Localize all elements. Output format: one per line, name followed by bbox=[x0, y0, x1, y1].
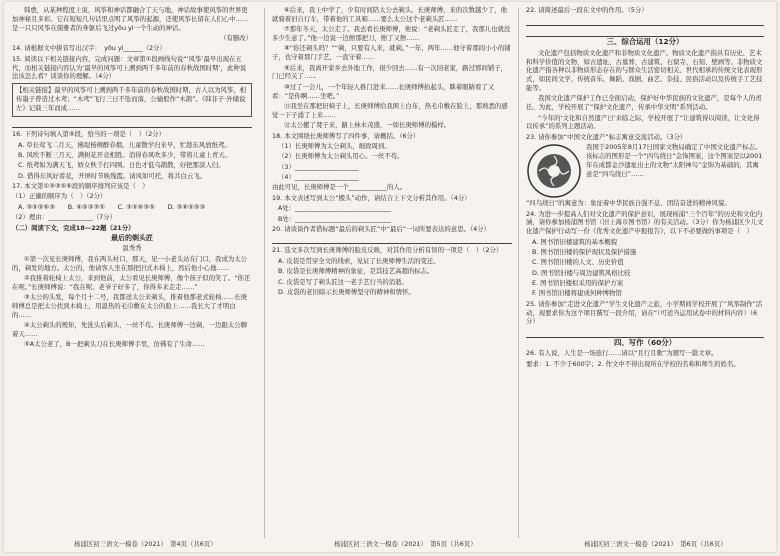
story-paragraph: ④太公剃头的规矩，先洗头后剃头，一丝不苟。长庚师傅一边剃，一边跟太公聊着天…… bbox=[12, 321, 248, 338]
option: B. 皮袋是长庚师傅精神的象征，是其技艺高超的标志。 bbox=[278, 267, 434, 276]
answer-line[interactable] bbox=[526, 328, 764, 338]
question-26: 26. 有人说，人生是一场旅行……请以“且行且歌”为题写一篇文章。 bbox=[526, 349, 718, 358]
question-17: 17. 本文第①③③⑤⑥段的顺序排列应该是（ ） bbox=[12, 182, 149, 191]
story-paragraph: ⑨后来，我离开家乡去外地工作，很少回去……有一次回老家，路过那间铺子，门已经关了…… bbox=[272, 63, 508, 81]
heritage-logo-icon bbox=[526, 143, 582, 199]
option: C. 皮袋是写了剃头匠这一老手艺行当的消逝。 bbox=[278, 277, 408, 286]
question-23: 23. 请你参加“中国文化遗产”标志寓意交流活动。（3分） bbox=[526, 132, 687, 141]
section-heading: 四、写作（60分） bbox=[613, 337, 677, 347]
story-paragraph: ③太公的头发，每个月十二号，我都送太公来剃头，推着他那老式轮椅……长庚师傅总是把太公扶到木椅上，用温热的毛巾敷在太公的脸上……我长大了才明白的…… bbox=[12, 293, 248, 319]
story-paragraph: ⑥后来，我上中学了，少有时间陪太公去剃头。长庚师傅，来的次数越少了，他就骑着旧自行车，带着他的工具箱……要么太公这个老剃头匠…… bbox=[272, 6, 508, 23]
story-paragraph: ⑦那年冬天，太公走了。我去看长庚师傅，他说：“老剃头匠走了，我那儿也就没多少生意了。”他一边说一边擦那把刀，擦了又擦…… bbox=[272, 25, 511, 42]
related-link-box bbox=[12, 83, 252, 117]
source-note: （有删改） bbox=[220, 33, 252, 42]
answer-line[interactable] bbox=[526, 27, 764, 37]
section-heading: （二）阅读下文，完成18—22题（21分） bbox=[12, 223, 135, 232]
question-25: 25. 请你参加“走进文化遗产”学生文化遗产之旅，小学期间学校开展了“风筝制作”活动，现要求你为这个项目撰写一段介绍，请在“（可适当运用试卷中的材料内容）（6分） bbox=[526, 299, 763, 326]
option: F. 图书馆旧楼将建成何种博物馆 bbox=[532, 289, 622, 298]
question-18-tail: 由此可见，长庚师傅是一个____________的人。 bbox=[272, 183, 407, 192]
question-18-item: （2）长庚师傅为太公剃头用心。一丝不苟。 bbox=[278, 152, 404, 161]
question-18-item[interactable]: （4）____________________ bbox=[278, 173, 359, 182]
page-6-column bbox=[526, 6, 764, 370]
option: C. 图书馆旧楼的人文、历史价值 bbox=[532, 258, 624, 267]
question-20: 20. 请谈谈作者借标题“最后的剃头匠”中“最后”一词所要表达的意思。（4分） bbox=[272, 225, 491, 234]
answer-b[interactable]: B处：______________________________ bbox=[278, 214, 392, 223]
answer-line[interactable] bbox=[12, 119, 252, 128]
material-paragraph: 我国文化遗产保护工作已全面启动，保护好中华民族的文化遗产，是每个人的责任。为此，学校开展了“保护文化遗产，传承中华文明”系列活动。 bbox=[526, 94, 762, 112]
option: E. 图书馆旧楼拟采用的保护方案 bbox=[532, 279, 624, 288]
story-paragraph: ⑩过了一会儿，一个年轻人推门进来……长庚师傅抬起头，眯着眼睛看了又看：“是你啊……坐吧。” bbox=[272, 82, 495, 100]
option: A. 草长莺飞二月天，拂堤杨柳醉春烟。儿童散学归来早，忙趁东风放纸鸢。 bbox=[18, 140, 231, 149]
question-16: 16. 下列诗句填入第⑤段，恰当的一项是（ ）（2分） bbox=[12, 130, 165, 139]
story-paragraph: ⑫太公搬了凳子来，路上林木茂盛，一如长庚师傅的模样。 bbox=[284, 121, 451, 130]
story-paragraph: ⑪我坐在那把旧椅子上，长庚师傅给我围上白布，热毛巾敷在脸上，那熟悉的感觉一下子涌了上来…… bbox=[272, 101, 508, 119]
question-21: 21. 选文多次写到长庚师傅的脸皮反映，对其作用分析有误的一项是（ ）（2分） bbox=[272, 246, 503, 255]
page-footer: 杨浦区初三语文一模卷（2021） 第6页（共6页） bbox=[584, 540, 727, 548]
option: D. 借得东风好看花，开屏时节映残霞。请风如可托，将共白云飞。 bbox=[18, 171, 206, 180]
story-paragraph: ⑧“你还剃头吗？”“剃，只要有人来，就剃。”一年、两年……他守着那间小小的铺子，也守着那门手艺，一直守着…… bbox=[272, 44, 511, 62]
option: A. ③⑤⑤⑥③ B. ⑥⑤③③⑤ C. ③⑤⑥③⑤ D. ③⑥⑤⑤③ bbox=[18, 202, 206, 211]
answer-a[interactable]: A处：______________________________ bbox=[278, 204, 392, 213]
question-17-part2: （2）理由：______________（7分） bbox=[12, 213, 116, 222]
question-26-requirements: 要求：1. 不少于600字；2. 作文中不得出现所在学校的名称和师生的姓名。 bbox=[526, 359, 740, 368]
question-17-part1: （1）正确的顺序为（ ）（2分） bbox=[12, 192, 107, 201]
question-15: 15. 阅读以下相关链接内容，完成问题：文章第①段画线句说“‘风筝’最早出现在五代，而相关链接内容认为‘最早的风筝可上溯到两千多年前的春秋战国时期’，此种说法该怎么看？谈谈你的理解。（4分） bbox=[12, 54, 247, 81]
question-18-item[interactable]: （3）____________________ bbox=[278, 162, 359, 171]
question-23-tail: “四鸟绕日”的寓意为：象征着中华民族自强不息、团结奋进的精神风貌。 bbox=[526, 199, 731, 208]
logo-row bbox=[526, 143, 764, 199]
column-divider bbox=[518, 8, 519, 538]
option: D. 皮袋的老旧暗示长庚师傅坚守的精神和情怀。 bbox=[278, 287, 415, 296]
story-paragraph: ①第一次见长庚师傅，我在两头村口，那天，见一小老头站在门口，我成为太公的，剃发的地方。太公的，他请客人坐在那把旧式木椅上，然后他小心地…… bbox=[12, 254, 248, 272]
reading-paragraph: 韩愈，从某种程度上说，风筝和神话都融合了天与地，神话故事使风筝的世界更加神秘且多彩。它在短短几句话里点明了风筝的起源，还使风筝长留在人们心中……是一只只风筝在儒雅者的身躯后飞过yōu yì一个生动的神话。 bbox=[12, 6, 249, 32]
question-19: 19. 本文表述写到太公“搬头”动作，请结合上下文分析其作用。（4分） bbox=[272, 193, 471, 202]
exam-sheet bbox=[4, 2, 776, 552]
story-author: 温秀秀 bbox=[122, 244, 142, 253]
column-divider bbox=[264, 8, 265, 538]
section-heading: 三、综合运用（12分） bbox=[606, 37, 684, 47]
question-18: 18. 本文围绕长庚师傅写了四件事，请概括。（6分） bbox=[272, 131, 420, 140]
material-paragraph: 文化遗产包括物质文化遗产和非物质文化遗产。物质文化遗产指具有历史、艺术和科学价值的文物，如古遗址、古墓葬、古建筑、石窟寺、石刻、壁画等。非物质文化遗产指各种以非物质形态存在的与群众生活密切相关、世代相承的传统文化表现形式，如民间文学、传统音乐、舞蹈、戏剧、曲艺、杂技、民俗活动以及传统手工艺技能等。 bbox=[526, 48, 763, 92]
answer-line[interactable] bbox=[526, 16, 764, 26]
page-5-column bbox=[272, 6, 512, 298]
story-title: 最后的剃头匠 bbox=[111, 234, 153, 243]
question-24: 24. 为进一步提高人们对文化遗产的保护意识，展现杨浦“三个百年”的历史和文化内涵，请你参加杨浦图书馆（旧上海市图书馆）的有关活动。（3分）你为杨浦区少儿文化遗产保护行动写一份《优秀文化遗产申报报告》，以下不必要做的事项是（ ） bbox=[526, 209, 764, 236]
option: B. 图书馆旧楼的保护现状及保护措施 bbox=[532, 247, 637, 256]
question-18-item: （1）长庚师傅为太公剃头，细致周到。 bbox=[278, 141, 391, 150]
option: A. 皮袋是贯穿全文的线索，见证了长庚师傅生活的变迁。 bbox=[278, 256, 440, 265]
page-footer: 杨浦区初三语文一模卷（2021） 第5页（共6页） bbox=[334, 540, 477, 548]
option: C. 纸鸢如为满天飞，娇女秋千打四围。日色才低乌鹊散，好把那淡人归。 bbox=[18, 161, 225, 170]
story-paragraph: ②我推着轮椅上太公，来到他前，太公看见长庚师傅，像个孩子似的笑了。“你还在呢。”长庚师傅说：“我在呢。老爷子好多了，你得多来走走……” bbox=[12, 274, 251, 291]
option: D. 图书馆旧楼与周边建筑风格比较 bbox=[532, 268, 631, 277]
related-link-text: 【相关链接】最早的风筝可上溯到两千多年前的春秋战国时期，古人以为风筝，相传墨子曾造过木鸢；“木鸢”飞行三日不坠而落，公输般作“木鹊”。《韩非子·外储说左》记载三年而成…… bbox=[16, 86, 247, 112]
question-23-body: 我国于2005年8月17日国家文物局确定了中国文化遗产标志。该标志的图形是一个“四鸟绕日”金饰图案，这个图案是以2001年在成都金沙遗址出土的文物“太阳神鸟”金饰为基础的，其寓意是“四鸟绕日”…… bbox=[586, 143, 763, 178]
page-4-column bbox=[12, 6, 252, 351]
story-paragraph: ⑤A太公老了，B一把剃头刀在长庚师傅手里，仿佛有了生命…… bbox=[24, 340, 205, 349]
material-paragraph: “今年的‘文化和自然遗产日’来临之际，学校开展了“让建筑得以阅读、让文化得以传承”的系列主题活动。 bbox=[526, 113, 760, 131]
page-footer: 杨浦区初三语文一模卷（2021） 第4页（共6页） bbox=[74, 540, 217, 548]
question-22: 22. 请简述最后一段在文中的作用。（5分） bbox=[526, 6, 648, 14]
answer-line[interactable] bbox=[272, 235, 512, 244]
question-14: 14. 请根据文中拼音写出汉字： yōu yì______（2分） bbox=[12, 44, 166, 53]
option: B. 风吹不断三月天，满树花开竞相胜。消得春风吹多少，带将儿童上青天。 bbox=[18, 150, 231, 159]
option: A. 图书馆旧楼建筑的基本概貌 bbox=[532, 237, 618, 246]
